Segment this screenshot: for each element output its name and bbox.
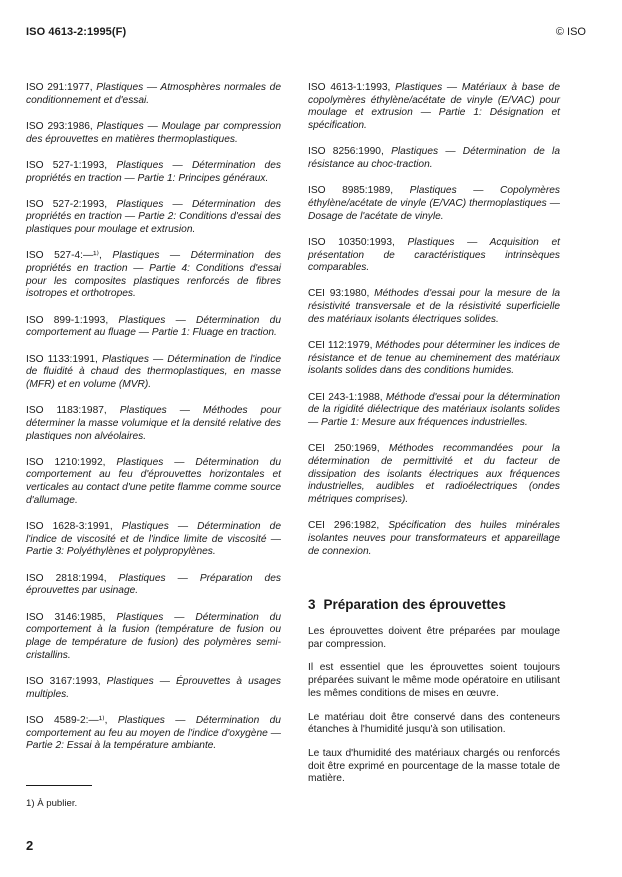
reference-title: Plastiques — Moulage par compression des éprouvettes en matières thermoplastiques. (26, 120, 281, 145)
reference-code: ISO 1183:1987, (26, 405, 107, 417)
footnote-divider (26, 785, 92, 786)
reference-title: Plastiques — Acquisition et présentation de caractéristiques intrinsèques comparables. (308, 236, 560, 274)
body-paragraph: Il est essentiel que les éprouvettes soient toujours préparées suivant le même mode opératoire en utilisant les mêmes conditions de mises en œuvre. (308, 662, 560, 699)
section-title: Préparation des éprouvettes (323, 597, 506, 612)
reference-item (308, 392, 560, 430)
reference-code: CEI 250:1969, (308, 443, 380, 455)
references-right-column (308, 82, 560, 572)
reference-title: Plastiques — Matériaux à base de copolymères éthylène/acétate de vinyle (E/VAC) pour moulage et extrusion — Partie 1: Désignation et spécification. (308, 82, 560, 132)
body-paragraph: Le matériau doit être conservé dans des conteneurs étanches à l'humidité jusqu'à son utilisation. (308, 711, 560, 736)
reference-title: Plastiques — Détermination de l'indice de viscosité et de l'indice limite de viscosité — Partie 3: Polyéthylènes et polypropylènes. (26, 521, 281, 558)
reference-item (26, 199, 281, 237)
reference-item (26, 250, 281, 301)
reference-title: Spécification des huiles minérales isolantes neuves pour transformateurs et appareillage de connexion. (308, 520, 560, 557)
copyright-mark: © ISO (555, 26, 586, 38)
reference-item (26, 405, 281, 443)
reference-code: ISO 1210:1992, (26, 456, 106, 468)
reference-code: ISO 1628-3:1991, (26, 521, 113, 533)
reference-item (308, 443, 560, 507)
reference-code: CEI 112:1979, (308, 340, 373, 352)
reference-item (26, 573, 281, 598)
reference-item (26, 354, 281, 392)
reference-code: ISO 10350:1993, (308, 236, 395, 248)
reference-title: Méthodes recommandées pour la détermination de permittivité et du facteur de dissipation des isolants électriques aux fréquences industrielles, audibles et radioélectriques (ondes métriques comprises). (308, 443, 560, 506)
reference-code: ISO 8256:1990, (308, 146, 384, 158)
reference-code: ISO 293:1986, (26, 120, 93, 132)
reference-code: ISO 4613-1:1993, (308, 82, 391, 93)
section-body (308, 626, 560, 797)
reference-item (26, 715, 281, 753)
reference-item (308, 520, 560, 558)
reference-code: ISO 8985:1989, (308, 185, 394, 197)
reference-title: Plastiques — Éprouvettes à usages multiples. (26, 675, 281, 700)
reference-code: CEI 243-1:1988, (308, 391, 383, 403)
reference-title: Plastiques — Détermination du comportement au feu d'éprouvettes horizontales et verticales au contact d'une petite flamme comme source d'allumage. (26, 456, 281, 506)
reference-title: Plastiques — Détermination de l'indice de fluidité à chaud des thermoplastiques, en masse (MFR) et en volume (MVR). (26, 353, 281, 390)
reference-title: Plastiques — Détermination du comportement au feu au moyen de l'indice d'oxygène — Partie 2: Essai à la température ambiante. (26, 714, 281, 752)
section-number: 3 (308, 597, 316, 612)
reference-code: ISO 527-2:1993, (26, 198, 108, 210)
reference-item (26, 121, 281, 146)
reference-code: ISO 1133:1991, (26, 353, 98, 365)
reference-title: Méthode d'essai pour la détermination de la rigidité diélectrique des matériaux isolants solides — Partie 1: Mesure aux fréquences industrielles. (308, 391, 560, 429)
reference-item (26, 315, 281, 340)
reference-code: ISO 3146:1985, (26, 611, 106, 623)
reference-code: ISO 3167:1993, (26, 675, 101, 687)
reference-title: Plastiques — Détermination des propriétés en traction — Partie 2: Conditions d'essai des plastiques pour moulage et extrusion. (26, 198, 281, 236)
reference-item (308, 288, 560, 326)
reference-title: Plastiques — Détermination du comportement à la fusion (température de fusion ou plage de température de fusion) des polymères semi-cristallins. (26, 611, 281, 661)
reference-item (308, 82, 560, 133)
reference-title: Méthodes pour déterminer les indices de résistance et de tenue au cheminement des matériaux isolants solides dans des conditions humides. (308, 340, 560, 377)
reference-item (308, 340, 560, 378)
section-heading (308, 597, 506, 612)
page-number: 2 (26, 838, 34, 853)
reference-item (26, 160, 281, 185)
reference-title: Plastiques — Détermination des propriétés en traction — Partie 1: Principes généraux. (26, 159, 281, 184)
reference-code: ISO 2818:1994, (26, 572, 107, 584)
references-left-column (26, 82, 281, 766)
reference-code: ISO 899-1:1993, (26, 314, 109, 326)
reference-title: Plastiques — Détermination de la résistance au choc-traction. (308, 146, 560, 171)
reference-title: Plastiques — Copolymères éthylène/acétate de vinyle (E/VAC) thermoplastiques — Dosage de l'acétate de vinyle. (308, 185, 560, 222)
reference-item (26, 457, 281, 508)
reference-item (26, 612, 281, 663)
reference-title: Plastiques — Atmosphères normales de conditionnement et d'essai. (26, 82, 281, 106)
reference-title: Plastiques — Préparation des éprouvettes par usinage. (26, 572, 281, 597)
footnote: 1) À publier. (26, 798, 78, 809)
reference-title: Plastiques — Détermination des propriétés en traction — Partie 4: Conditions d'essai pour les composites plastiques renforcés de fibres isotropes et orthotropes. (26, 250, 281, 300)
reference-code: ISO 291:1977, (26, 82, 93, 93)
body-paragraph: Le taux d'humidité des matériaux chargés ou renforcés doit être exprimé en pourcentage de la masse totale de matière. (308, 747, 560, 785)
document-id: ISO 4613-2:1995(F) (26, 26, 127, 38)
reference-item (308, 185, 560, 223)
reference-item (26, 676, 281, 701)
reference-item (308, 237, 560, 275)
reference-title: Plastiques — Méthodes pour déterminer la masse volumique et la densité relative des plastiques non alvéolaires. (26, 405, 281, 442)
reference-code: CEI 93:1980, (308, 288, 370, 300)
reference-title: Méthodes d'essai pour la mesure de la résistivité transversale et de la résistivité superficielle des matériaux isolants électriques solides. (308, 288, 561, 325)
reference-code: ISO 4589-2:—¹⁾, (26, 714, 108, 726)
reference-code: ISO 527-1:1993, (26, 159, 108, 171)
reference-item (308, 146, 560, 171)
reference-item (26, 82, 281, 107)
reference-title: Plastiques — Détermination du comportement au fluage — Partie 1: Fluage en traction. (26, 314, 281, 339)
body-paragraph: Les éprouvettes doivent être préparées par moulage par compression. (308, 626, 560, 650)
reference-code: ISO 527-4:—¹⁾, (26, 250, 102, 262)
reference-code: CEI 296:1982, (308, 520, 380, 532)
reference-item (26, 521, 281, 559)
